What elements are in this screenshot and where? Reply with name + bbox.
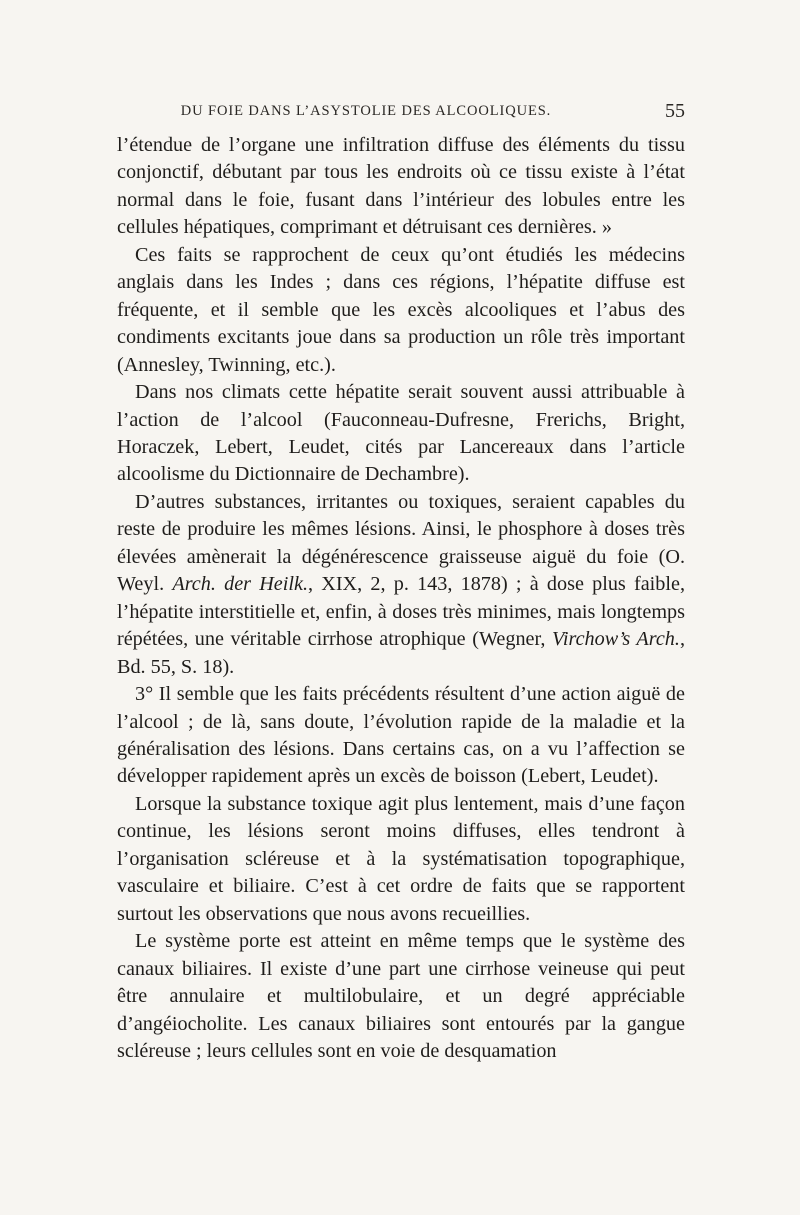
paragraph-text: Ces faits se rapprochent de ceux qu’ont étudiés les médecins anglais dans les Indes ; dans ces régions, l’hépatite diffuse est fréquente, et il semble que les excès alcooliques et l’abus des condiments excitants joue dans sa production un rôle très important (Annesley, Twinning, etc.). (117, 243, 685, 376)
page-number: 55 (665, 100, 685, 122)
paragraph-text: 3° Il semble que les faits précédents résultent d’une action aiguë de l’alcool ; de là, sans doute, l’évolution rapide de la maladie et la généralisation des lésions. Dans certains cas, on a vu l’affection se développer rapidement après un excès de boisson (Lebert, Leudet). (117, 683, 685, 788)
paragraph-4 (117, 489, 685, 681)
running-title: DU FOIE DANS L’ASYSTOLIE DES ALCOOLIQUES. (180, 103, 552, 119)
paragraph-text: Le système porte est atteint en même temps que le système des canaux biliaires. Il existe d’une part une cirrhose veineuse qui peut être annulaire et multilobulaire, et un degré appréciable d’angéiocholite. Les canaux biliaires sont entourés par la gangue scléreuse ; leurs cellules sont en voie de desquamation (117, 930, 685, 1062)
page-header (117, 98, 685, 124)
italic-citation: Virchow’s Arch. (552, 628, 680, 651)
body-text (117, 132, 685, 1172)
paragraph-text: Lorsque la substance toxique agit plus lentement, mais d’une façon continue, les lésions seront moins diffuses, elles tendront à l’organisation scléreuse et à la systématisation topographique, vasculaire et biliaire. C’est à cet ordre de faits que se rapportent surtout les observations que nous avons recueillies. (117, 792, 685, 925)
paragraph-1 (117, 132, 685, 242)
paragraph-text: l’étendue de l’organe une infiltration diffuse des éléments du tissu conjonctif, débutant par tous les endroits où ce tissu existe à l’état normal dans le foie, fusant dans l’intérieur des lobules entre les cellules hépatiques, comprimant et détruisant ces dernières. » (117, 134, 685, 239)
paragraph-6 (117, 791, 685, 928)
paragraph-text: , Bd. 55, S. 18). (117, 628, 685, 678)
paragraph-text: Dans nos climats cette hépatite serait souvent aussi attribuable à l’action de l’alcool (Fauconneau-Dufresne, Frerichs, Bright, Horaczek, Lebert, Leudet, cités par Lancereaux dans l’article alcoolisme du Dictionnaire de Dechambre). (117, 381, 685, 486)
paragraph-2 (117, 242, 685, 379)
paragraph-7 (117, 928, 685, 1065)
italic-citation: Arch. der Heilk. (172, 573, 308, 596)
paragraph-text: , XIX, 2, p. 143, 1878) ; à dose plus faible, l’hépatite interstitielle et, enfin, à doses très minimes, mais longtemps répétées, une véritable cirrhose atrophique (Wegner, (117, 573, 685, 651)
paragraph-text: D’autres substances, irritantes ou toxiques, seraient capables du reste de produire les mêmes lésions. Ainsi, le phosphore à doses très élevées amènerait la dégénérescence graisseuse aiguë du foie (O. Weyl. (117, 490, 685, 596)
paragraph-5 (117, 681, 685, 791)
paragraph-3 (117, 379, 685, 489)
